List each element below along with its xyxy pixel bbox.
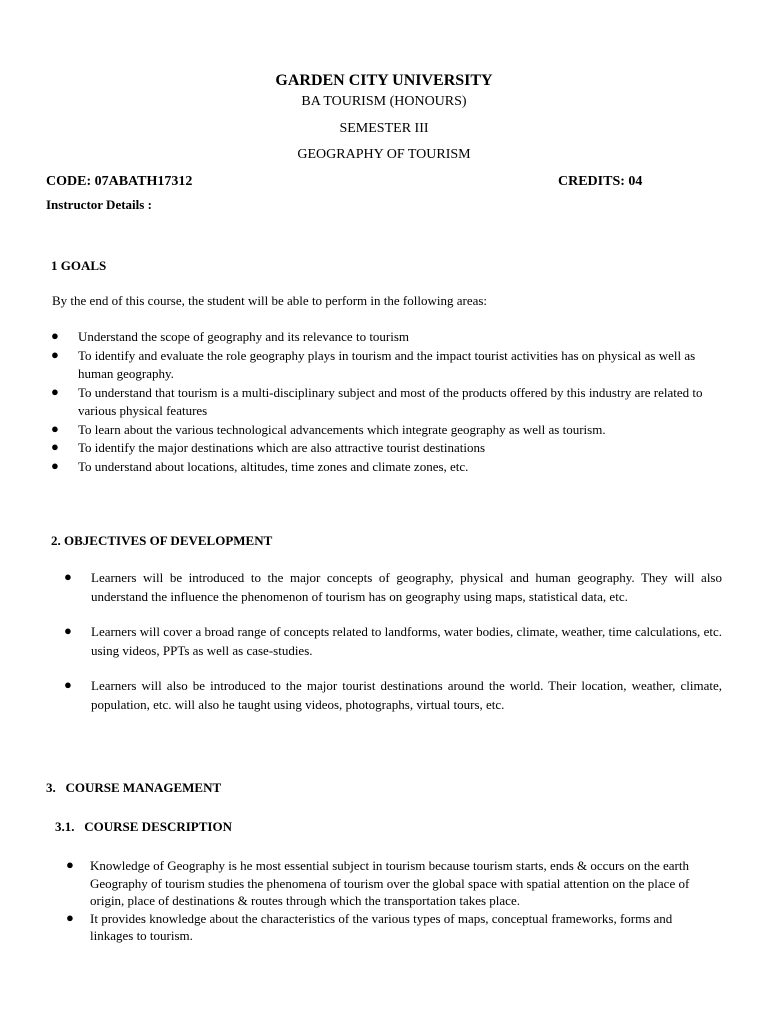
list-item: ● It provides knowledge about the characteristics of the various types of maps, conceptual frameworks, forms and linkages to tourism. (66, 909, 673, 943)
university-title: GARDEN CITY UNIVERSITY (275, 72, 493, 89)
list-item: ● Knowledge of Geography is he most essential subject in tourism because tourism starts, ends & occurs on the earth Geography of tourism studies the phenomena of tourism over the global space with spatial attention on the place of origin, place of destinations & routes through which the transportation takes place. (66, 857, 690, 908)
bullet-icon: ● (66, 909, 74, 925)
list-item: ● Learners will cover a broad range of concepts related to landforms, water bodies, climate, weather, time calculations, etc. using videos, PPTs as well as case-studies. (64, 623, 722, 658)
description-heading: 3.1. COURSE DESCRIPTION (55, 819, 232, 834)
goals-intro: By the end of this course, the student will be able to perform in the following areas: (52, 293, 488, 308)
list-item: ● Learners will be introduced to the major concepts of geography, physical and human geography. They will also understand the influence the phenomenon of tourism has on geography using maps, statistical data, etc. (64, 569, 722, 604)
objectives-list (47, 569, 722, 714)
program-title: BA TOURISM (HONOURS) (301, 94, 467, 109)
bullet-icon: ● (51, 383, 59, 399)
bullet-icon: ● (51, 439, 59, 454)
bullet-icon: ● (64, 623, 72, 638)
objectives-heading: 2. OBJECTIVES OF DEVELOPMENT (51, 533, 273, 548)
list-item: ● To identify and evaluate the role geography plays in tourism and the impact tourist activities has on physical as well as human geography. (51, 346, 696, 381)
semester-title: SEMESTER III (339, 121, 429, 136)
list-item: ● Learners will also be introduced to the major tourist destinations around the world. Their location, weather, climate, population, etc. will also he taught using videos, photographs, virtual tours, etc. (64, 677, 722, 712)
bullet-icon: ● (51, 420, 59, 436)
bullet-icon: ● (51, 346, 59, 362)
goals-heading: 1 GOALS (51, 258, 107, 273)
course-title: GEOGRAPHY OF TOURISM (297, 147, 471, 162)
bullet-icon: ● (51, 457, 59, 473)
list-item: ● To identify the major destinations which are also attractive tourist destinations (51, 439, 486, 455)
list-item: ● To understand that tourism is a multi-disciplinary subject and most of the products offered by this industry are related to various physical features (51, 383, 703, 418)
description-list (47, 857, 715, 945)
instructor-details-label: Instructor Details : (46, 197, 152, 212)
bullet-icon: ● (64, 677, 72, 692)
list-item: ● To understand about locations, altitudes, time zones and climate zones, etc. (51, 457, 469, 474)
bullet-icon: ● (64, 569, 72, 584)
list-item: ● Understand the scope of geography and its relevance to tourism (51, 328, 410, 344)
bullet-icon: ● (51, 328, 59, 343)
course-code: CODE: 07ABATH17312 (46, 174, 193, 189)
goals-list (51, 328, 721, 476)
bullet-icon: ● (66, 857, 74, 872)
management-heading: 3. COURSE MANAGEMENT (46, 780, 222, 795)
course-credits: CREDITS: 04 (558, 174, 643, 189)
list-item: ● To learn about the various technological advancements which integrate geography as well as tourism. (51, 420, 606, 437)
